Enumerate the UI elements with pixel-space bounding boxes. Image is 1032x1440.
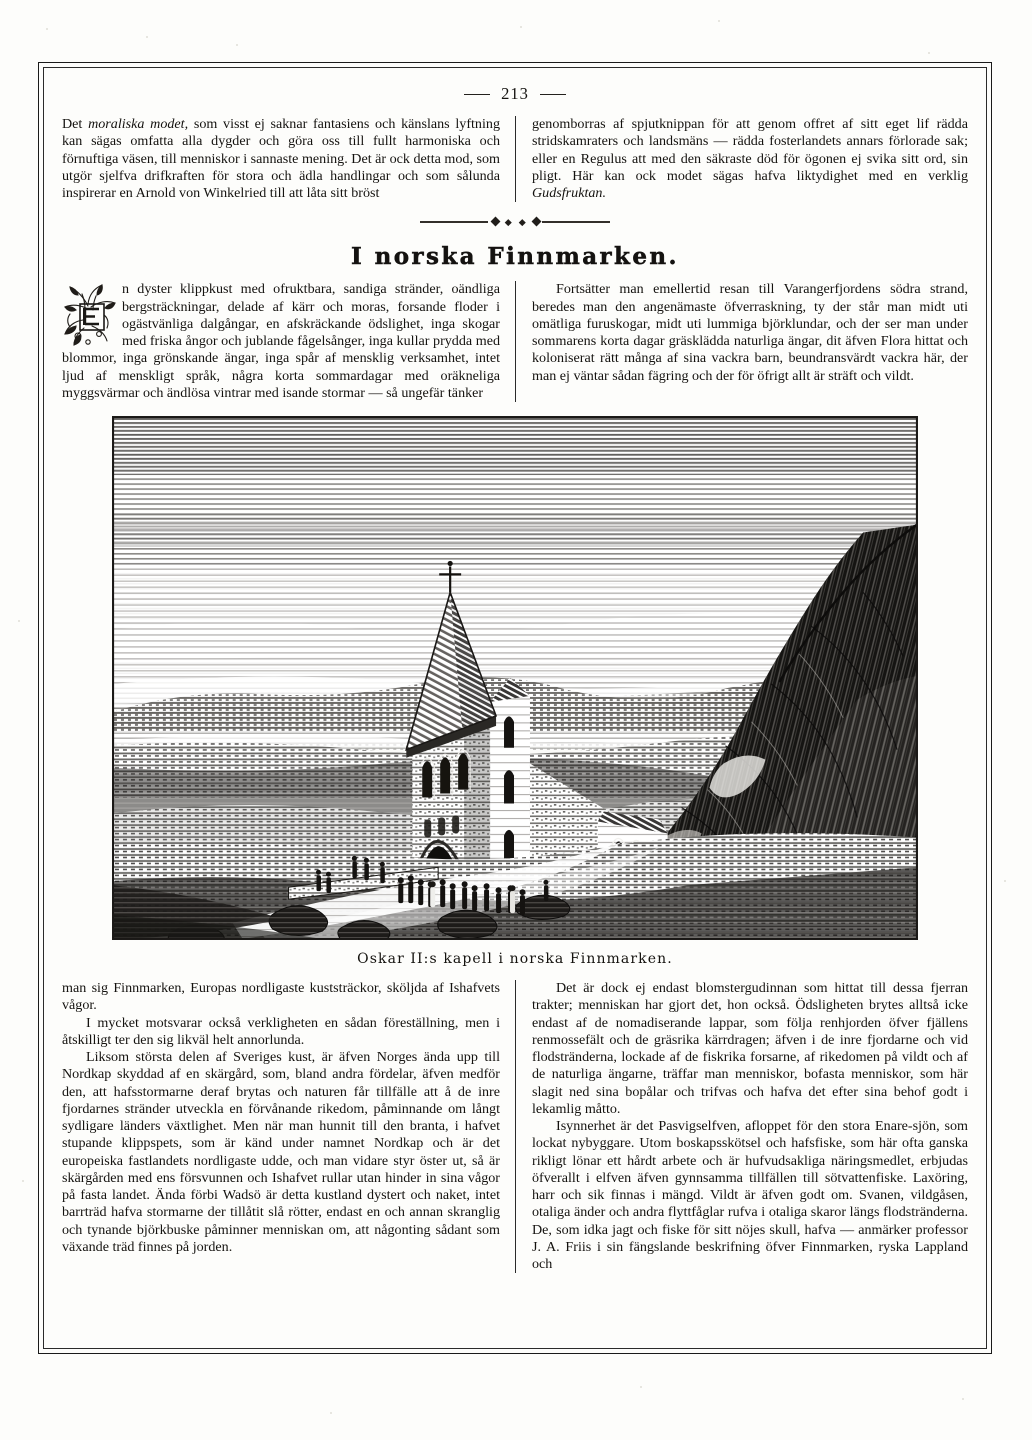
ornament-diamond [505,219,511,225]
article-heading [62,239,968,281]
illustration-caption: Oskar II:s kapell i norska Finnmarken. [357,951,673,967]
article-intro-right-column [515,281,968,402]
paper-speck [962,1398,964,1400]
paragraph: genomborras af spjutknippan för att genom offret af sitt eget lif rädda stridskamraters och landsmäns — rädda fosterlandets annars förlorade sak; eller en Regulus att med den säkraste död för ögonen ej svika sitt ord, sin pligt. Här kan ock modet sägas hafva liktydighet med en verklig Gudsfruktan. [532,116,968,201]
paper-speck [330,1412,332,1414]
bottom-article-left-column [62,980,515,1273]
paragraph: n dyster klippkust med ofruktbara, sandiga stränder, oändliga bergsträckningar, delade af kärr och moras, forsande floder i ogästvänliga dalgångar, en afskräckande ödslighet, inga skogar med friska ångor och jublande fågelsånger, inga kullar prydda med blommor, inga grönskande ängar, inga spår af mensklig verksamhet, intet ljud af menskligt språk, några korta sommardagar med oräkneliga myggsvärmar och ändlösa vintrar med isande stormar — så ungefär tänker [62,281,500,401]
ornament-rule-right [542,221,610,222]
article-intro-columns [62,281,968,402]
paragraph: man sig Finnmarken, Europas nordligaste kuststräckor, sköljda af Ishafvets vågor. [62,980,500,1014]
page-content [52,74,978,1342]
paper-speck [520,26,522,28]
paper-speck [640,1386,642,1388]
paper-speck [22,1180,24,1182]
ornament-diamond [532,217,542,227]
paragraph: Fortsätter man emellertid resan till Varangerfjordens södra strand, beredes man den angenämaste öfverraskning, ty der står man midt uti omätliga furuskogar, midt uti lummiga björklundar, och der ser man under sommarens korta dagar gräsklädda naturliga ängar, dit äfven Flora hittat och koloniserat rätt många af sina vackra barn, beundransvärdt vackra här, der man ej väntar sådan fägring och der för öfrigt allt är sträft och vildt. [532,281,968,384]
paper-speck [46,28,48,30]
paragraph: Det är dock ej endast blomstergudinnan som hittat till dessa fjerran trakter; menniskan har gjort det, hon också. Ödsligheten brytes alltså icke endast af de nomadiserande lappar, som följa renhjorden öfver fjällens renmossefält och de gräsrika kärrdragen; äfven i de inre fjordarne och vid flodstränderna, lockade af de fiskrika forsarne, af rikedomen på vildt och af de naturliga ängarne, träffar man menniskor, bofasta menniskor, som här slagit ned sina bopålar och trifvas och hafva det efter sina behof godt i lekamlig måtto. [532,980,968,1117]
article-title: I norska Finnmarken. [351,243,679,271]
folio-dash-left [464,94,490,96]
folio-dash-right [540,94,566,96]
engraving-oskar-ii-chapel [112,416,918,940]
paragraph: Isynnerhet är det Pasvigselfven, afloppet för den stora Enare-sjön, som lockat nybyggare. Utom boskapsskötsel och hafsfiske, som här ofta ganska rikligt lönar ett hårdt arbete och är hufvudsakliga näringsmedlet, erbjudas öfverallt i elfven äfven gynnsamma tillfällen till sötvattenfiske. Laxöring, harr och sik finnas i mängd. Vildt är äfven godt om. Svanen, vildgåsen, otaliga änder och andra flyttfåglar rufva i otaliga skaror längs flodstränderna. De, som idka jagt och fiske för sitt nöjes skull, hafva — anmärker professor J. A. Friis i sin fängslande beskrifning öfver Finnmarken, ryska Lappland och [532,1118,968,1272]
ornament-diamond [491,217,501,227]
diamond-rule-ornament-icon [420,215,610,229]
ornament-rule-left [420,221,488,222]
folio-page-number [62,74,968,116]
article-intro-left-column [62,281,515,402]
bottom-article-columns [62,980,968,1273]
paper-speck [236,44,238,46]
paper-speck [146,36,148,38]
top-article-columns [62,116,968,202]
paragraph: I mycket motsvarar också verkligheten en sådan föreställning, men i åtskilligt ter den sig likväl helt annorlunda. [62,1014,500,1048]
paragraph: Det moraliska modet, som visst ej saknar fantasiens och känslans lyftning kan sägas omfatta alla dygder och göra oss till fullt harmoniska och förnuftiga väsen, till menniskor i sannaste mening. Det är ock detta mod, som utgör sjelfva drifkraften för stora och ädla handlingar och som sålunda inspirerar en Arnold von Winkelried till att låta sitt bröst [62,116,500,201]
paper-speck [18,620,20,622]
top-article-left-column [62,116,515,202]
paper-speck [718,20,720,22]
paragraph: Liksom största delen af Sveriges kust, är äfven Norges ända upp till Nordkap skyddad af en skärgård, som, bland andra fördelar, äfven medför den, att hafsstormarne deraf brytas och naturen får tillfälle att å de inre fjordarnes stränder utveckla en förvånande rikedom, påminnande om långt sydligare länders växtlighet. Men när man hunnit till den branta, i hafvet stupande klippspets, som är känd under namnet Nordkap och är det europeiska fastlandets nordligaste udde, och man vidare styr öster ut, så är skärgården med ens försvunnen och Ishafvet rullar utan hinder in sina vågor på fasta landet. Ända förbi Wadsö är detta kustland dystert och naket, intet barrträd hafva stormarne der tillåtit slå rötter, endast en och annan skranglig och tynande björkbuske påminner menniskan om, att någonting sådant som växande träd finnes på jorden. [62,1049,500,1255]
paper-speck [928,52,930,54]
bottom-article-right-column [515,980,968,1273]
page-number: 213 [501,84,529,103]
paper-speck [1004,880,1006,882]
floral-initial-E-icon [58,282,120,346]
top-article-right-column [515,116,968,202]
ornament-diamond [519,219,525,225]
